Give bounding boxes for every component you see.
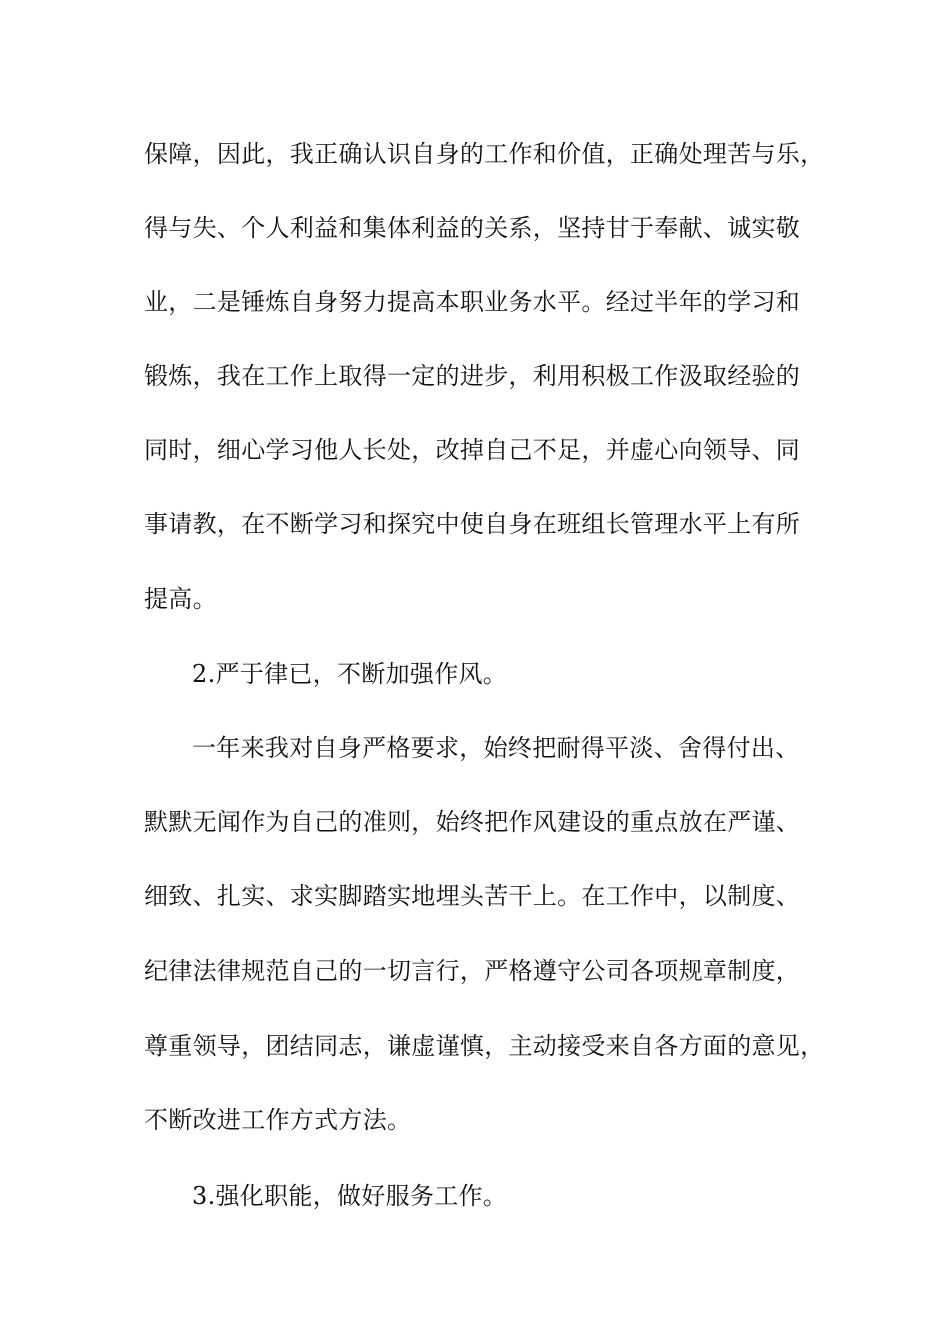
paragraph-line: 默默无闻作为自己的准则，始终把作风建设的重点放在严谨、 xyxy=(144,808,801,836)
paragraph-line: 一年来我对自身严格要求，始终把耐得平淡、舍得付出、 xyxy=(192,734,800,762)
section-heading: 2.严于律已，不断加强作风。 xyxy=(192,660,508,688)
paragraph-line: 提高。 xyxy=(144,585,217,613)
paragraph-line: 事请教，在不断学习和探究中使自身在班组长管理水平上有所 xyxy=(144,510,801,538)
paragraph-line: 尊重领导，团结同志，谦虚谨慎，主动接受来自各方面的意见， xyxy=(144,1032,825,1060)
paragraph-line: 业，二是锤炼自身努力提高本职业务水平。经过半年的学习和 xyxy=(144,288,801,316)
section-heading: 3.强化职能，做好服务工作。 xyxy=(192,1182,508,1210)
paragraph-line: 保障，因此，我正确认识自身的工作和价值，正确处理苦与乐， xyxy=(144,140,825,168)
paragraph-line: 细致、扎实、求实脚踏实地埋头苦干上。在工作中，以制度、 xyxy=(144,882,801,910)
paragraph-line: 锻炼，我在工作上取得一定的进步，利用积极工作汲取经验的 xyxy=(144,362,801,390)
paragraph-line: 不断改进工作方式方法。 xyxy=(144,1106,412,1134)
paragraph-line: 同时，细心学习他人长处，改掉自己不足，并虚心向领导、同 xyxy=(144,436,801,464)
paragraph-line: 纪律法律规范自己的一切言行，严格遵守公司各项规章制度， xyxy=(144,957,801,985)
paragraph-line: 得与失、个人利益和集体利益的关系，坚持甘于奉献、诚实敬 xyxy=(144,214,801,242)
